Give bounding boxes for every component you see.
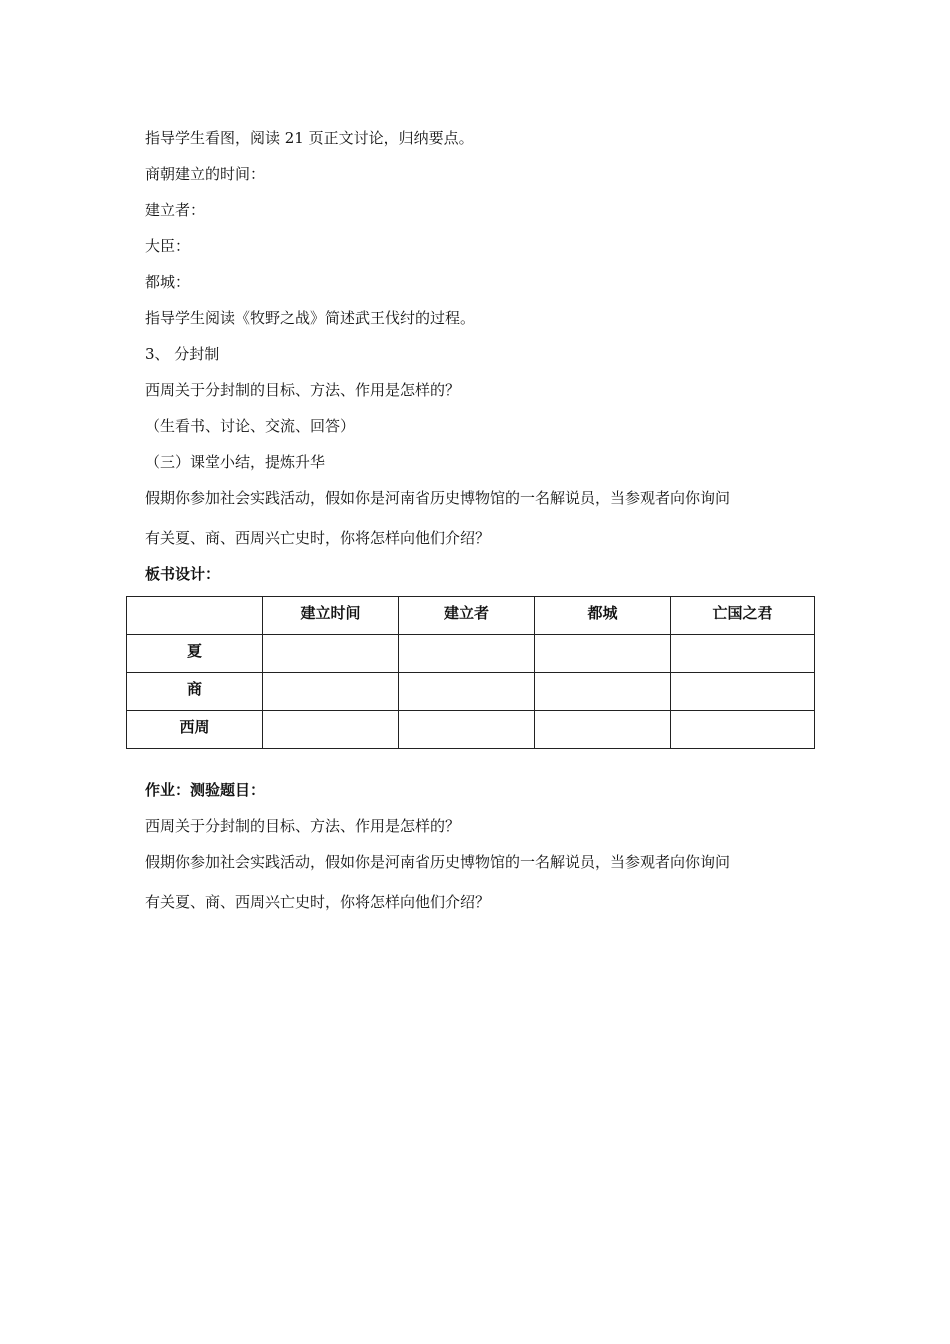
table-header-cell: 建立者 — [398, 597, 534, 635]
table-cell — [670, 711, 814, 749]
student-activity-note: （生看书、讨论、交流、回答） — [145, 417, 356, 435]
table-cell — [670, 673, 814, 711]
row-label-cell: 西周 — [127, 711, 263, 749]
instruction-muye-text: 指导学生阅读《牧野之战》简述武王伐纣的过程。 — [145, 309, 476, 327]
table-header-cell — [127, 597, 263, 635]
founder-prompt: 建立者： — [145, 201, 206, 219]
shang-founding-time-prompt: 商朝建立的时间： — [145, 165, 266, 183]
section-feudal-system-heading: 3、 分封制 — [145, 345, 220, 363]
board-design-table — [126, 596, 815, 749]
table-header-cell: 亡国之君 — [670, 597, 814, 635]
table-header-cell: 建立时间 — [262, 597, 398, 635]
table-cell — [534, 711, 670, 749]
table-row — [127, 711, 815, 749]
board-design-heading: 板书设计： — [145, 565, 221, 583]
minister-prompt: 大臣： — [145, 237, 191, 255]
table-row — [127, 673, 815, 711]
feudal-system-question: 西周关于分封制的目标、方法、作用是怎样的？ — [145, 381, 461, 399]
table-cell — [534, 673, 670, 711]
capital-prompt: 都城： — [145, 273, 191, 291]
summary-heading: （三）课堂小结，提炼升华 — [145, 453, 326, 471]
table-cell — [534, 635, 670, 673]
row-label-cell: 夏 — [127, 635, 263, 673]
table-cell — [262, 711, 398, 749]
homework-question-1: 西周关于分封制的目标、方法、作用是怎样的？ — [145, 817, 461, 835]
homework-question-2-line2: 有关夏、商、西周兴亡史时，你将怎样向他们介绍？ — [145, 893, 491, 911]
homework-heading: 作业：测验题目： — [145, 781, 266, 799]
table-cell — [398, 711, 534, 749]
table-cell — [670, 635, 814, 673]
table-header-row — [127, 597, 815, 635]
table-row — [127, 635, 815, 673]
table-cell — [262, 673, 398, 711]
table-cell — [262, 635, 398, 673]
table-cell — [398, 635, 534, 673]
table-cell — [398, 673, 534, 711]
row-label-cell: 商 — [127, 673, 263, 711]
scenario-text-line2: 有关夏、商、西周兴亡史时，你将怎样向他们介绍？ — [145, 529, 491, 547]
homework-question-2-line1: 假期你参加社会实践活动，假如你是河南省历史博物馆的一名解说员，当参观者向你询问 — [145, 853, 731, 871]
scenario-text-line1: 假期你参加社会实践活动，假如你是河南省历史博物馆的一名解说员，当参观者向你询问 — [145, 489, 731, 507]
table-header-cell: 都城 — [534, 597, 670, 635]
instruction-read-text: 指导学生看图，阅读 21 页正文讨论，归纳要点。 — [145, 129, 474, 147]
